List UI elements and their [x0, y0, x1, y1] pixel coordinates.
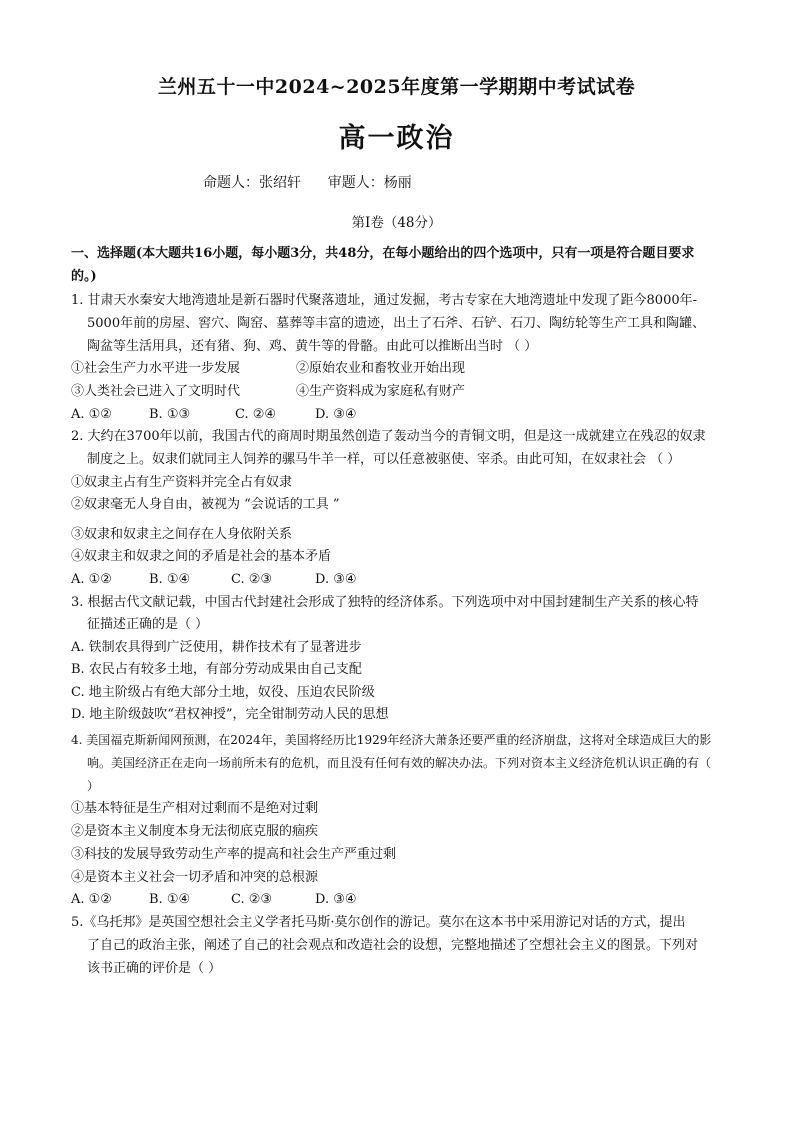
question-5-stem: 5.《乌托邦》是英国空想社会主义学者托马斯·莫尔创作的游记。莫尔在这本书中采用游记对话的方式，提出 [71, 915, 686, 930]
answer-option: B. ①④ [149, 892, 191, 907]
question-2-stem: 2. 大约在3700年以前，我国古代的商周时期虽然创造了轰动当今的青铜文明，但是这一成就建立在残忍的奴隶 [71, 429, 706, 444]
statement: ②奴隶毫无人身自由，被视为 “会说话的工具 ” [71, 497, 340, 512]
answer-option: D. ③④ [315, 572, 357, 587]
statement: ④奴隶主和奴隶之间的矛盾是社会的基本矛盾 [71, 549, 332, 564]
statement: ②是资本主义制度本身无法彻底克服的痼疾 [71, 824, 319, 839]
answer-option: A. ①② [71, 407, 112, 422]
answer-option: B. ①④ [149, 572, 191, 587]
answer-option: A. ①② [71, 892, 112, 907]
question-4-stem: ） [87, 779, 100, 793]
answer-option: A. ①② [71, 572, 112, 587]
statement: ②原始农业和畜牧业开始出现 [296, 361, 466, 376]
question-3-stem: 3. 根据古代文献记载，中国古代封建社会形成了独特的经济体系。下列选项中对中国封建制生产关系的核心特 [71, 595, 699, 610]
statement: ③人类社会已进入了文明时代 [71, 384, 241, 399]
answer-option: D. ③④ [315, 892, 357, 907]
answer-option: B. ①③ [149, 407, 191, 422]
statement: ④是资本主义社会一切矛盾和冲突的总根源 [71, 870, 319, 885]
subject-title: 高一政治 [338, 123, 455, 154]
statement: ①社会生产力水平进一步发展 [71, 361, 241, 376]
statement: ④生产资料成为家庭私有财产 [296, 384, 466, 399]
question-5-stem: 了自己的政治主张，阐述了自己的社会观点和改造社会的设想，完整地描述了空想社会主义的图景。下列对 [87, 938, 699, 953]
answer-option: C. ②③ [231, 572, 273, 587]
question-2-stem: 制度之上。奴隶们就同主人饲养的骡马牛羊一样，可以任意被驱使、宰杀。由此可知，在奴隶社会 （ ） [87, 452, 681, 467]
statement: ③科技的发展导致劳动生产率的提高和社会生产严重过剩 [71, 847, 397, 862]
exam-title: 兰州五十一中2024~2025年度第一学期期中考试试卷 [157, 76, 636, 98]
answer-option: A. 铁制农具得到广泛使用，耕作技术有了显著进步 [71, 640, 362, 655]
answer-option: D. ③④ [315, 407, 357, 422]
section-heading: 第Ⅰ卷（48分） [351, 215, 442, 231]
statement: ③奴隶和奴隶主之间存在人身依附关系 [71, 527, 293, 542]
instructions-line: 一、选择题(本大题共16小题，每小题3分，共48分，在每小题给出的四个选项中，只有一项是符合题目要求 [71, 246, 695, 261]
authors-line: 命题人：张绍轩 审题人：杨丽 [203, 175, 412, 191]
question-1-stem: 5000年前的房屋、窖穴、陶窑、墓葬等丰富的遗迹，出土了石斧、石铲、石刀、陶纺轮等生产工具和陶罐、 [87, 316, 706, 331]
statement: ①基本特征是生产相对过剩而不是绝对过剩 [71, 801, 319, 816]
question-1-stem: 陶盆等生活用具，还有猪、狗、鸡、黄牛等的骨骼。由此可以推断出当时 （ ） [87, 339, 538, 354]
question-5-stem: 该书正确的评价是（ ） [87, 961, 222, 976]
question-1-stem: 1. 甘肃天水秦安大地湾遗址是新石器时代聚落遗址，通过发掘，考古专家在大地湾遗址中发现了距今8000年- [71, 293, 698, 308]
answer-option: C. ②④ [235, 407, 277, 422]
answer-option: C. ②③ [231, 892, 273, 907]
answer-option: B. 农民占有较多土地，有部分劳动成果由自己支配 [71, 662, 362, 677]
question-4-stem: 4. 美国福克斯新闻网预测，在2024年，美国将经历比1929年经济大萧条还要严重的经济崩盘，这将对全球造成巨大的影 [71, 733, 712, 747]
question-3-stem: 征描述正确的是（ ） [87, 617, 209, 632]
answer-option: C. 地主阶级占有绝大部分土地，奴役、压迫农民阶级 [71, 685, 375, 700]
answer-option: D. 地主阶级鼓吹“君权神授”，完全钳制劳动人民的思想 [71, 707, 389, 722]
question-4-stem: 响。美国经济正在走向一场前所未有的危机，而且没有任何有效的解决办法。下列对资本主义经济危机认识正确的有（ [87, 756, 712, 770]
instructions-line: 的。) [71, 269, 97, 284]
statement: ①奴隶主占有生产资料并完全占有奴隶 [71, 475, 293, 490]
